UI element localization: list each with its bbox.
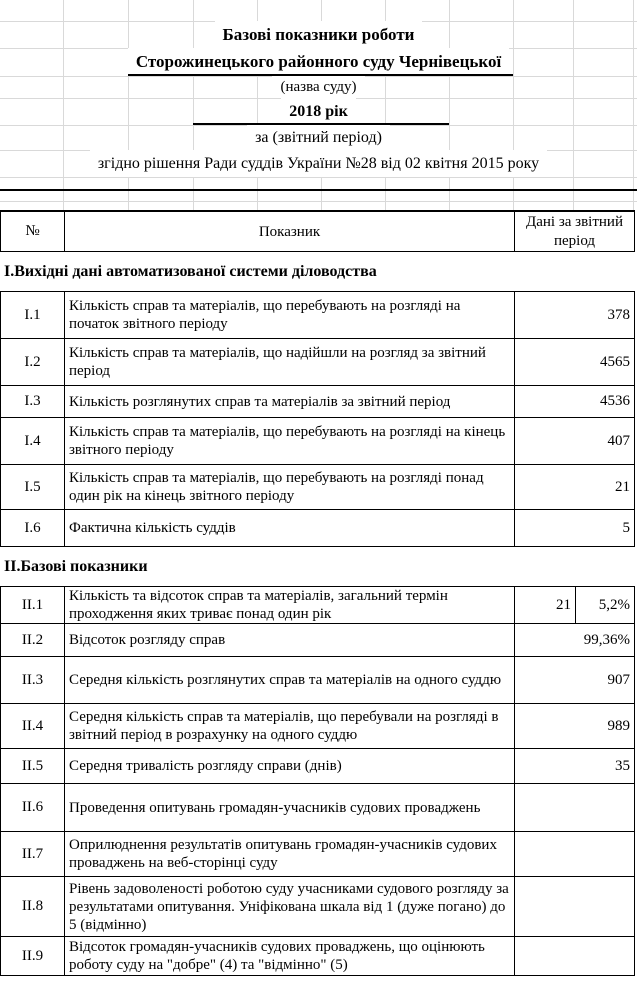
row-value-area [514,386,635,417]
row-value-area [514,510,635,546]
table-header-row [0,212,635,252]
row-indicator-cell[interactable]: Кількість справ та матеріалів, що перебувають на розгляді на початок звітного періоду [69,298,461,332]
table-row-ІІ.9 [0,937,635,976]
section-header-1[interactable] [0,252,635,292]
row-value-cell[interactable]: 4565 [600,353,630,370]
table-row-ІІ.4 [0,704,635,749]
table-row-ІІ.8 [0,877,635,937]
report-year-row [0,98,637,125]
empty-row [0,192,637,210]
row-value-cell[interactable]: 5,2% [598,596,630,613]
row-value-cell[interactable] [515,877,634,936]
indicator-table-body [0,252,635,976]
row-value-area [514,877,635,936]
row-value-cell[interactable]: 378 [607,306,630,323]
row-indicator-cell[interactable]: Середня кількість справ та матеріалів, що перебували на розгляді в звітний період в розрахунку на одного суддю [69,709,499,743]
row-value-area [514,624,635,656]
section-header-2[interactable] [0,547,635,587]
row-num-cell[interactable]: ІІ.4 [0,704,65,748]
row-num-cell[interactable]: ІІ.6 [0,784,65,831]
table-row-І.4 [0,418,635,465]
row-indicator-cell[interactable]: Кількість справ та матеріалів, що перебувають на розгляді на кінець звітного періоду [69,424,506,458]
year-underline [193,123,449,125]
row-num-cell[interactable]: ІІ.5 [0,749,65,783]
row-value-area [514,937,635,975]
row-value-area [514,832,635,876]
table-row-ІІ.6 [0,784,635,832]
row-num-cell[interactable]: ІІ.1 [0,587,65,623]
report-period-caption-row [0,125,637,150]
indicator-table [0,210,635,976]
row-indicator-cell[interactable]: Відсоток громадян-учасників судових проваджень, що оцінюють роботу суду на "добре" (4) та "відмінно" (5) [69,939,485,973]
row-num-cell[interactable]: І.3 [0,386,65,417]
table-row-І.1 [0,292,635,339]
row-num-cell[interactable]: ІІ.8 [0,877,65,936]
row-value-area [514,418,635,464]
row-num-cell[interactable]: ІІ.2 [0,624,65,656]
row-value-area [514,587,635,623]
row-num-cell[interactable]: І.6 [0,510,65,546]
row-indicator-cell[interactable]: Фактична кількість суддів [69,520,236,536]
row-num-cell[interactable]: ІІ.7 [0,832,65,876]
row-value-cell[interactable]: 407 [607,432,630,449]
row-indicator-cell[interactable]: Рівень задоволеності роботою суду учасниками судового розгляду за результатами опитування. Уніфікована шкала від 1 (дуже погано) до 5 (відмінно) [69,880,509,933]
report-title-row [0,21,637,48]
row-value-cell[interactable]: 907 [607,671,630,688]
court-name-caption[interactable]: (назва суду) [272,76,364,98]
legal-basis[interactable]: згідно рішення Ради суддів України №28 від 02 квітня 2015 року [90,150,547,177]
row-value-area [514,292,635,338]
court-name-caption-row [0,76,637,98]
row-value-area [514,784,635,831]
row-value-cell[interactable]: 35 [615,757,630,774]
row-value-cell[interactable]: 21 [515,587,576,623]
horizontal-rule [0,189,637,191]
section-title-label: І.Вихідні дані автоматизованої системи діловодства [4,262,377,280]
court-name[interactable]: Сторожинецького районного суду Чернівецької [128,48,509,76]
row-value-cell[interactable] [515,832,634,876]
column-header-data[interactable] [514,212,635,251]
column-header-indicator[interactable]: Показник [258,223,321,240]
row-indicator-cell[interactable]: Середня кількість розглянутих справ та матеріалів на одного суддю [69,672,502,688]
table-row-ІІ.2 [0,624,635,657]
table-row-І.6 [0,510,635,547]
row-value-cell[interactable]: 989 [607,717,630,734]
table-row-І.3 [0,386,635,418]
row-value-area [514,704,635,748]
table-row-ІІ.1 [0,587,635,624]
row-indicator-cell[interactable]: Кількість справ та матеріалів, що надійшли на розгляд за звітний період [69,345,486,379]
row-indicator-cell[interactable]: Кількість розглянутих справ та матеріалів за звітний період [69,393,451,410]
court-name-row [0,48,637,76]
row-indicator-cell[interactable]: Оприлюднення результатів опитувань громадян-учасників судових проваджень на веб-сторінці суду [69,837,497,871]
column-header-data-label: Дані за звітний період [526,213,623,249]
row-indicator-cell[interactable]: Проведення опитувань громадян-учасників судових проваджень [69,799,481,816]
row-value-area [514,339,635,385]
row-num-cell[interactable]: І.5 [0,465,65,509]
row-num-cell[interactable]: І.2 [0,339,65,385]
report-year[interactable]: 2018 рік [281,98,356,125]
row-num-cell[interactable]: ІІ.3 [0,657,65,703]
report-period-caption[interactable]: за (звітний період) [247,125,390,150]
section-title-label: ІІ.Базові показники [4,557,148,575]
row-value-cell[interactable]: 5 [622,519,630,536]
legal-basis-row [0,150,637,177]
report-title[interactable]: Базові показники роботи [215,21,423,48]
table-row-І.5 [0,465,635,510]
table-row-ІІ.5 [0,749,635,784]
row-value-cell[interactable]: 4536 [600,393,630,409]
table-row-І.2 [0,339,635,386]
table-row-ІІ.7 [0,832,635,877]
row-indicator-cell[interactable]: Середня тривалість розгляду справи (днів) [69,758,342,774]
row-value-cell[interactable] [515,784,634,831]
row-indicator-cell[interactable]: Кількість та відсоток справ та матеріалів, загальний термін проходження яких триває понад один рік [69,588,448,622]
table-row-ІІ.3 [0,657,635,704]
row-num-cell[interactable]: І.4 [0,418,65,464]
court-name-underline [128,74,513,76]
column-header-num[interactable]: № [0,212,65,251]
row-num-cell[interactable]: І.1 [0,292,65,338]
row-value-cell[interactable]: 99,36% [583,631,630,648]
row-indicator-cell[interactable]: Відсоток розгляду справ [69,632,226,648]
row-value-area [514,657,635,703]
report-header-area [0,0,637,210]
row-value-cell[interactable]: 21 [615,478,630,495]
row-value-area [514,465,635,509]
row-indicator-cell[interactable]: Кількість справ та матеріалів, що перебувають на розгляді понад один рік на кінець звітного періоду [69,470,484,504]
empty-row [0,0,637,21]
row-value-cell[interactable] [515,937,634,975]
row-num-cell[interactable]: ІІ.9 [0,937,65,975]
row-value-area [514,749,635,783]
